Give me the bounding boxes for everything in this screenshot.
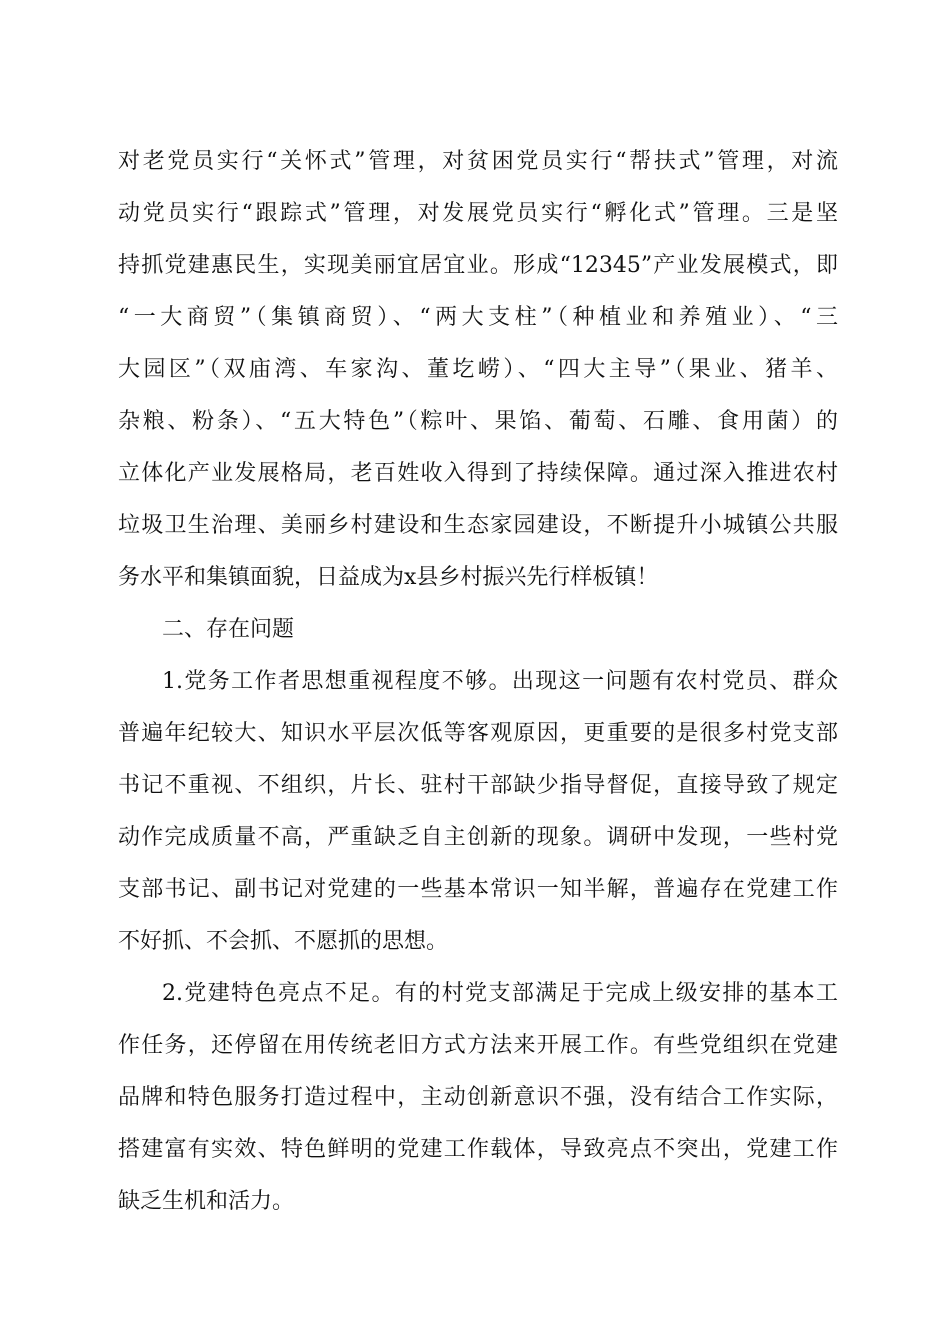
body-text-line: 动党员实行“跟踪式”管理，对发展党员实行“孵化式”管理。三是坚 [118,201,838,226]
body-text-line-last: 务水平和集镇面貌，日益成为x县乡村振兴先行样板镇！ [118,565,659,590]
body-text-line: 普遍年纪较大、知识水平层次低等客观原因，更重要的是很多村党支部 [118,721,838,746]
body-text-line: 大园区”（双庙湾、车家沟、董圪崂）、“四大主导”（果业、猪羊、 [118,357,838,382]
body-text-line: 持抓党建惠民生，实现美丽宜居宜业。形成“12345”产业发展模式，即 [118,253,838,278]
body-text-line-last: 不好抓、不会抓、不愿抓的思想。 [118,929,449,954]
body-text-line: 杂粮、粉条）、“五大特色”（粽叶、果馅、葡萄、石雕、食用菌）的 [118,409,838,434]
body-text-line: 立体化产业发展格局，老百姓收入得到了持续保障。通过深入推进农村 [118,461,838,486]
body-text-line-last: 缺乏生机和活力。 [118,1189,295,1214]
body-text-line: 对老党员实行“关怀式”管理，对贫困党员实行“帮扶式”管理，对流 [118,149,838,174]
body-text-line: 品牌和特色服务打造过程中，主动创新意识不强，没有结合工作实际， [118,1085,838,1110]
body-text-line: 垃圾卫生治理、美丽乡村建设和生态家园建设，不断提升小城镇公共服 [118,513,838,538]
body-text-line: 书记不重视、不组织，片长、驻村干部缺少指导督促，直接导致了规定 [118,773,838,798]
body-text-line: 支部书记、副书记对党建的一些基本常识一知半解，普遍存在党建工作 [118,877,838,902]
paragraph-1-first-line: 1.党务工作者思想重视程度不够。出现这一问题有农村党员、群众 [162,669,838,694]
paragraph-2-first-line: 2.党建特色亮点不足。有的村党支部满足于完成上级安排的基本工 [162,981,838,1006]
body-text-line: 动作完成质量不高，严重缺乏自主创新的现象。调研中发现，一些村党 [118,825,838,850]
body-text-line: “一大商贸”（集镇商贸）、“两大支柱”（种植业和养殖业）、“三 [118,305,838,330]
body-text-line: 搭建富有实效、特色鲜明的党建工作载体，导致亮点不突出，党建工作 [118,1137,838,1162]
section-heading: 二、存在问题 [162,617,295,642]
body-text-line: 作任务，还停留在用传统老旧方式方法来开展工作。有些党组织在党建 [118,1033,838,1058]
